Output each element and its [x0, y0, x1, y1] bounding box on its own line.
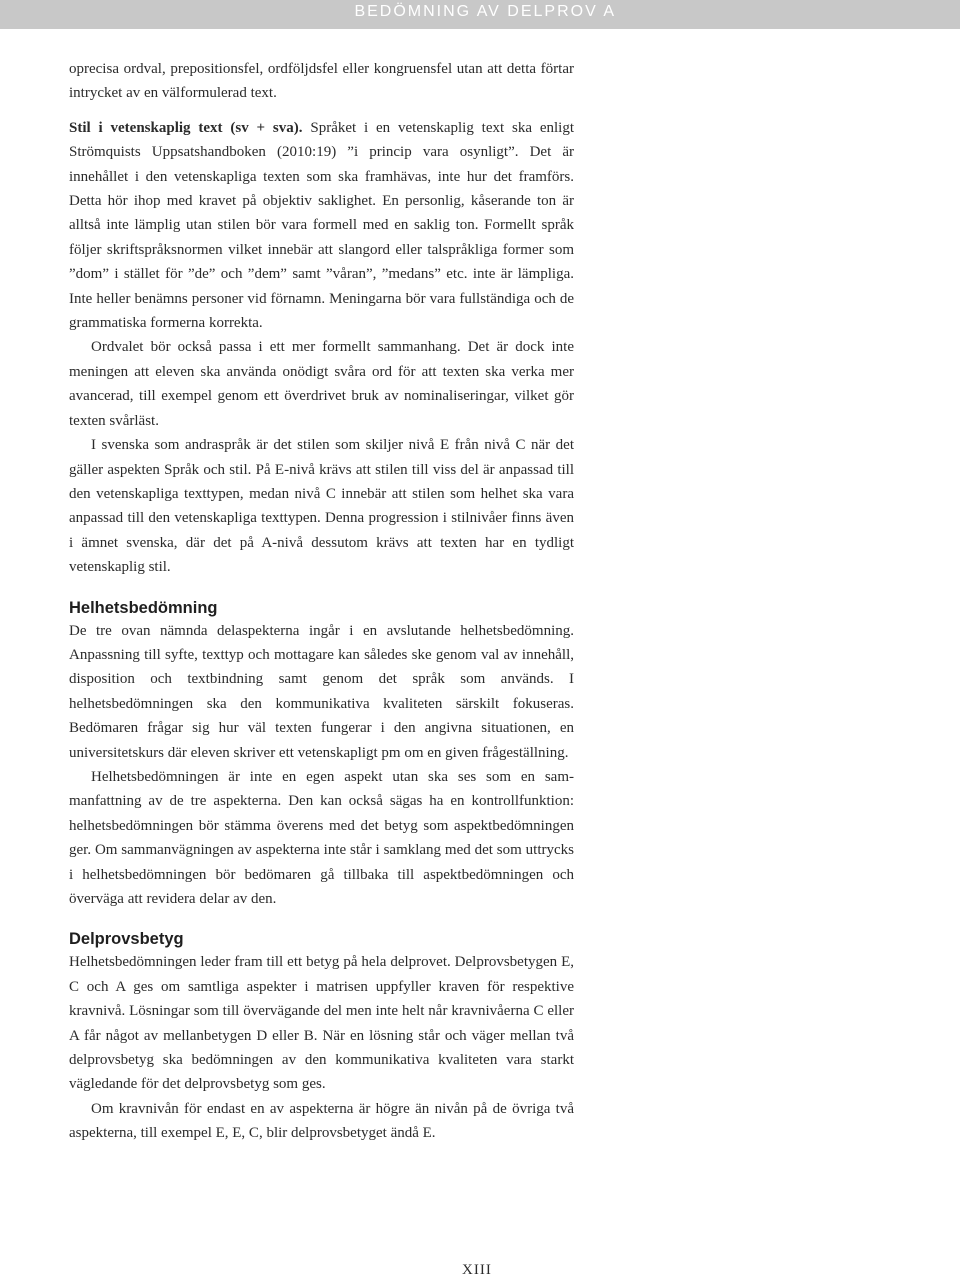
paragraph-style: [69, 116, 574, 336]
paragraph: Helhetsbedömningen är inte en egen aspekt utan ska ses som en sammanfattning av de tre aspekterna. Den kan också sägas ha en kontrollfunktion: helhetsbedömningen bör stämma överens med det betyg som aspektbedömningen ger. Om sammanvägningen av aspekterna inte står i samklang med det som uttrycks i helhetsbedömningen bör bedömaren gå tillbaka till aspektbedömningen och överväga att revidera delar av den.: [69, 768, 574, 907]
page-number: XIII: [462, 1262, 492, 1278]
section-heading-helhetsbedomning: Helhetsbedömning: [69, 598, 218, 617]
paragraph: De tre ovan nämnda delaspekterna ingår i en avslutande helhetsbedömning. Anpassning till syfte, texttyp och mottagare kan således ske genom val av innehåll, disposition och textbindning samt genom det språk som används. I helhetsbedömningen ska den kommunikativa kvaliteten särskilt fokuseras. Bedömaren frågar sig hur väl texten fungerar i den angivna situationen, en universitetskurs där eleven skriver ett vetenskapligt pm om en given frågeställning.: [69, 622, 574, 761]
running-header-title: BEDÖMNING AV DELPROV A: [354, 3, 616, 20]
paragraph: Helhetsbedömningen leder fram till ett betyg på hela delprovet. Delprovsbetygen E, C och A ges om samtliga aspekter i matrisen uppfyller kraven för respektive kravnivå. Lösningar som till övervägande del men inte helt når kravnivåerna C eller A får något av mellanbetygen D eller B. När en lösning står och väger mellan två delprovsbetyg ska bedömningen av den kommunikativa kvaliteten vara starkt vägledande för det delprovsbetyg som ges.: [69, 954, 574, 1093]
paragraph: Ordvalet bör också passa i ett mer formellt sammanhang. Det är dock inte meningen att eleven ska använda onödigt svåra ord för att texten ska verka mer avancerad, till exempel genom ett överdrivet bruk av nominaliseringar, vilket gör texten svårläst.: [69, 339, 574, 429]
paragraph: oprecisa ordval, prepositionsfel, ordföljdsfel eller kongruensfel utan att detta förtar intrycket av en välformulerad text.: [69, 61, 574, 102]
header-bar: [0, 0, 960, 29]
document-body: [69, 57, 574, 1146]
run-in-heading: Stil i vetenskaplig text (sv + sva).: [69, 119, 303, 136]
section-heading-delprovsbetyg: Delprovsbetyg: [69, 930, 184, 949]
paragraph: Om kravnivån för endast en av aspekterna är högre än nivån på de övriga två aspekterna, till exempel E, E, C, blir delprovsbetyget ändå E.: [69, 1100, 574, 1142]
paragraph-text: Språket i en vetenskaplig text ska enligt Strömquists Uppsatshandboken (2010:19) ”i princip vara osynligt”. Det är innehållet i den vetenskapliga texten som ska framhävas, inte hur det framförs. Detta hör ihop med kravet på objektiv saklighet. En personlig, kåserande ton är alltså inte lämplig utan stilen bör vara formell med en saklig ton. Formellt språk följer skriftspråksnormen vilket innebär att slangord eller talspråkliga former som ”dom” i stället för ”de” och ”dem” samt ”våran”, ”medans” etc. inte är lämpliga. Inte heller benämns personer vid förnamn. Meningarna bör vara fullständiga och de grammatiska formerna korrekta.: [69, 119, 575, 332]
paragraph: I svenska som andraspråk är det stilen som skiljer nivå E från nivå C när det gäller aspekten Språk och stil. På E-nivå krävs att stilen till viss del är anpassad till den vetenskapliga texttypen, medan nivå C innebär att stilen som helhet ska vara anpassad till den vetenskapliga texttypen. Denna progression i stilnivåer finns även i ämnet svenska, där det på A-nivå dessutom krävs att texten har en tydligt vetenskaplig stil.: [69, 437, 574, 576]
